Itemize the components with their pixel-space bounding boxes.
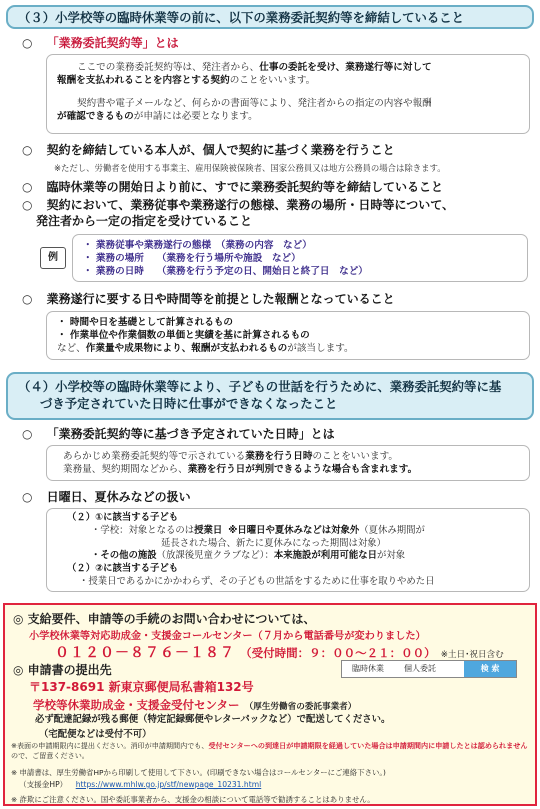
emphasis: たとは認められません bbox=[456, 741, 528, 750]
emphasis: 作業量や成果物により、報酬が支払われるもの bbox=[85, 343, 288, 354]
scheduled-box bbox=[46, 445, 530, 481]
search-box bbox=[341, 660, 517, 678]
example-line-3: ・ 業務の日時 （業務を行う予定の日、開始日と終了日 など） bbox=[83, 266, 368, 277]
search-button[interactable]: 検 索 bbox=[464, 661, 516, 677]
item-holiday-title: 日曜日、夏休みなどの扱い bbox=[46, 490, 191, 504]
emphasis: （２）①に該当する子ども bbox=[67, 512, 179, 523]
circle-bullet-icon: ○ bbox=[22, 198, 33, 212]
holiday-case2-line: ・授業日であるかにかかわらず、その子どもの世話をするために仕事を取りやめた日 bbox=[79, 575, 435, 587]
emphasis: ※日曜日や夏休みなどは対象外 bbox=[228, 524, 360, 536]
definition-line-2 bbox=[57, 74, 519, 87]
section4-header-line-2: づき予定されていた日時に仕事ができなくなったこと bbox=[40, 396, 338, 411]
circle-bullet-icon: ○ bbox=[22, 180, 33, 194]
emphasis: 受付センターへの到達日が申請期限を経過していた場合は申請期間内に申請し bbox=[208, 741, 457, 750]
scheduled-line-1 bbox=[63, 450, 513, 463]
text: のことをいいます。 bbox=[312, 451, 399, 462]
circle-bullet-icon: ○ bbox=[22, 427, 33, 441]
text: が該当します。 bbox=[287, 343, 354, 354]
item-definition-title: 「業務委託契約等」とは bbox=[46, 36, 179, 50]
emphasis: ・ 時間や日を基礎として計算されるもの bbox=[57, 317, 234, 328]
item-designation-heading bbox=[22, 198, 454, 213]
form-note: ※ 申請書は、厚生労働省HPから印刷して使用して下さい。(印刷できない場合はコールセンターにご連絡下さい。) bbox=[11, 768, 386, 777]
holiday-school-line-2: 延長された場合、新たに夏休みになった期間は対象） bbox=[161, 537, 387, 549]
section4-header-line-1: （４）小学校等の臨時休業等により、子どもの世話を行うために、業務委託契約等に基 bbox=[18, 379, 502, 394]
emphasis: 業務を行う日時 bbox=[245, 451, 313, 462]
item-individual-title: 契約を締結している本人が、個人で契約に基づく業務を行うこと bbox=[46, 143, 395, 157]
circle-bullet-icon: ○ bbox=[22, 143, 33, 157]
definition-line-4 bbox=[57, 110, 519, 123]
circle-bullet-icon: ○ bbox=[22, 292, 33, 306]
text: のことをいいます。 bbox=[229, 75, 316, 86]
emphasis: 授業日 bbox=[194, 524, 223, 536]
section3-header-text: （３）小学校等の臨時休業等の前に、以下の業務委託契約等を締結していること bbox=[18, 10, 465, 25]
text: 業務量、契約期間などから、 bbox=[63, 464, 188, 475]
item-individual-heading bbox=[22, 143, 395, 158]
example-line-1: ・ 業務従事や業務遂行の態様 （業務の内容 など） bbox=[83, 240, 312, 251]
contact-footer bbox=[3, 603, 537, 806]
item-scheduled-title: 「業務委託契約等に基づき予定されていた日時」とは bbox=[46, 427, 335, 441]
text: （放課後児童クラブなど）： bbox=[156, 550, 274, 562]
text: が対象 bbox=[376, 550, 406, 562]
text: 契約書や電子メールなど、何らかの書面等により、発注者からの指定の内容や報酬 bbox=[77, 98, 432, 109]
section3-header bbox=[6, 5, 534, 29]
text: ・学校：対象となるのは bbox=[91, 524, 195, 536]
call-hours: （受付時間：９：００～２１：００） bbox=[240, 646, 436, 660]
inquiry-lead: ◎ 支給要件、申請等の手続のお問い合わせについては、 bbox=[13, 612, 316, 626]
emphasis: （２）②に該当する子ども bbox=[67, 563, 179, 575]
deadline-note bbox=[11, 741, 533, 761]
section4-header bbox=[6, 372, 534, 420]
text: ここでの業務委託契約等は、発注者から、 bbox=[77, 62, 260, 73]
emphasis: ・ 作業単位や作業個数の単価と実績を基に計算されるもの bbox=[57, 330, 310, 341]
example-box bbox=[72, 234, 528, 282]
circle-bullet-icon: ○ bbox=[22, 36, 33, 50]
emphasis: 本来施設が利用可能な日 bbox=[273, 550, 377, 562]
emphasis: 仕事の委託を受け、業務遂行等に対して bbox=[259, 62, 432, 73]
courier-note: （宅配便などは受付不可） bbox=[39, 729, 152, 740]
reward-line-3 bbox=[57, 342, 519, 355]
website-row bbox=[19, 779, 261, 790]
text: ので、ご留意ください。 bbox=[11, 751, 89, 760]
scheduled-line-2 bbox=[63, 463, 513, 476]
item-reward-title: 業務遂行に要する日や時間等を前提とした報酬となっていること bbox=[46, 292, 395, 306]
phone-row bbox=[55, 642, 504, 662]
website-label: （支援金HP） bbox=[19, 780, 68, 789]
fraud-note: ※ 詐欺にご注意ください。国や委託事業者から、支援金の相談について電話等で勧誘することはありません。 bbox=[11, 795, 375, 804]
text: が申請には必要となります。 bbox=[133, 111, 258, 122]
text: など、 bbox=[57, 343, 86, 354]
individual-note: ※ただし、労働者を使用する事業主、雇用保険被保険者、国家公務員又は地方公務員の場合は除きます。 bbox=[54, 163, 446, 173]
call-hours-note: ※土日･祝日含む bbox=[440, 650, 504, 660]
text: ※表面の申請期限内に提出ください。消印が申請期間内でも、 bbox=[11, 741, 209, 750]
phone-number[interactable]: ０１２０－８７６－１８７ bbox=[55, 645, 235, 661]
item-prior-contract-heading bbox=[22, 180, 443, 195]
example-line-2: ・ 業務の場所 （業務を行う場所や施設 など） bbox=[83, 253, 301, 264]
destination-title: ◎ 申請書の提出先 bbox=[13, 663, 112, 677]
definition-line-1 bbox=[57, 61, 519, 74]
receiving-center-note: （厚生労働省の委託事業者） bbox=[244, 702, 357, 712]
holiday-case1 bbox=[61, 512, 515, 525]
definition-box bbox=[46, 54, 530, 134]
website-link[interactable]: https://www.mhlw.go.jp/stf/newpage_10231.html bbox=[75, 780, 262, 789]
mail-instruction: 必ず配達記録が残る郵便（特定記録郵便やレターパックなど）で配送してください。 bbox=[35, 714, 391, 725]
reward-box bbox=[46, 311, 530, 360]
search-keyword-2: 個人委託 bbox=[404, 664, 436, 673]
text: （夏休み期間が bbox=[359, 524, 425, 536]
call-center-name: 小学校休業等対応助成金・支援金コールセンター（７月から電話番号が変わりました） bbox=[29, 631, 426, 642]
holiday-school-line bbox=[61, 525, 515, 538]
reward-line-1 bbox=[57, 316, 519, 329]
emphasis: 業務を行う日が判別できるような場合も含まれます。 bbox=[187, 464, 418, 475]
example-tag: 例 bbox=[40, 247, 66, 269]
item-scheduled-heading bbox=[22, 427, 335, 442]
item-designation-title-2: 発注者から一定の指定を受けていること bbox=[36, 214, 253, 228]
holiday-other-line bbox=[61, 550, 515, 563]
circle-bullet-icon: ○ bbox=[22, 490, 33, 504]
emphasis: が確認できるもの bbox=[57, 111, 134, 122]
item-definition-heading bbox=[22, 36, 179, 51]
item-holiday-heading bbox=[22, 490, 191, 505]
item-designation-title-1: 契約において、業務従事や業務遂行の態様、業務の場所・日時等について、 bbox=[46, 198, 454, 212]
item-reward-heading bbox=[22, 292, 395, 307]
holiday-box bbox=[46, 508, 530, 592]
text: あらかじめ業務委託契約等で示されている bbox=[63, 451, 246, 462]
holiday-case2 bbox=[61, 563, 515, 576]
reward-line-2 bbox=[57, 329, 519, 342]
postal-address: 〒137-8691 新東京郵便局私書箱132号 bbox=[29, 680, 254, 694]
receiving-center: 学校等休業助成金・支援金受付センター bbox=[33, 698, 240, 712]
emphasis: ・その他の施設 bbox=[91, 550, 157, 562]
item-prior-contract-title: 臨時休業等の開始日より前に、すでに業務委託契約等を締結していること bbox=[46, 180, 444, 194]
emphasis: 報酬を支払われることを内容とする契約 bbox=[57, 75, 230, 86]
definition-line-3 bbox=[57, 97, 519, 110]
search-keyword-1: 臨時休業 bbox=[352, 664, 384, 673]
